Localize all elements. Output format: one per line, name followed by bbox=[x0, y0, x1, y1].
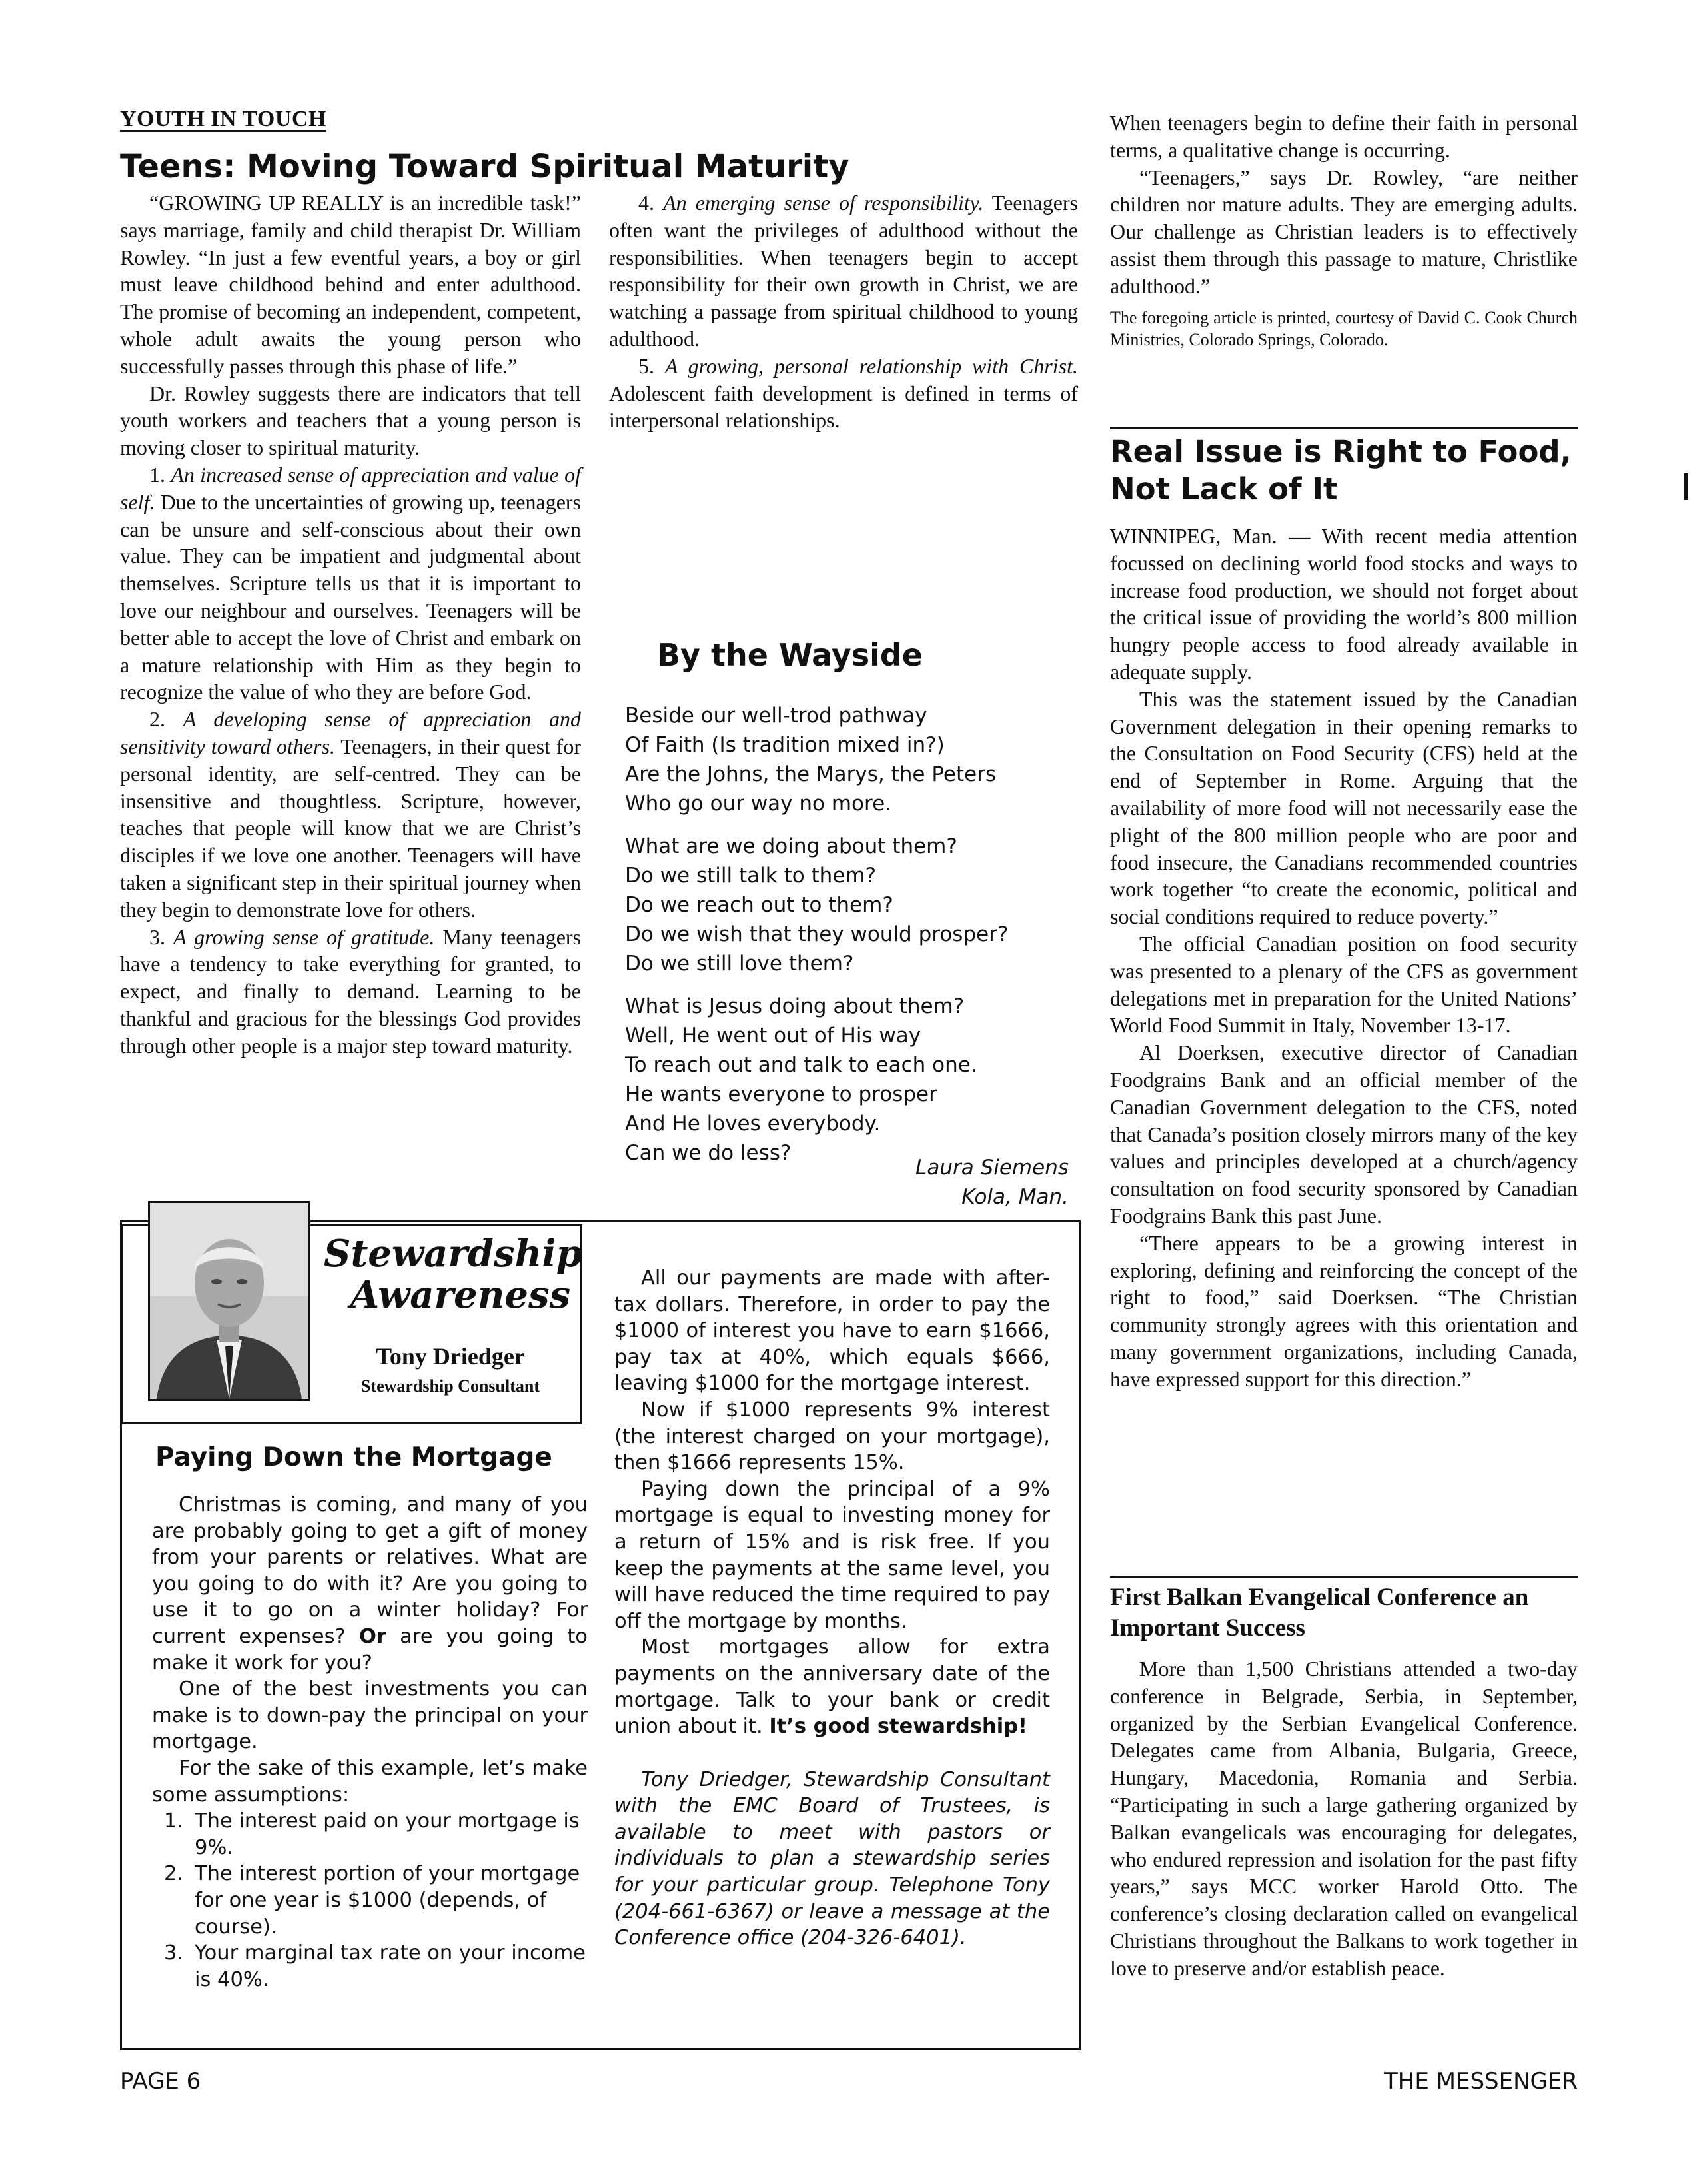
teens-point-4 bbox=[609, 189, 1078, 353]
assumption-number: 2. bbox=[164, 1862, 184, 1886]
teens-paragraph-2: Dr. Rowley suggests there are indicators that tell youth workers and teachers that a young person is moving closer to spiritual maturity. bbox=[120, 381, 581, 460]
stewardship-right-paragraph-2: Now if $1000 represents 9% interest (the interest charged on your mortgage), then $1666 represents 15%. bbox=[614, 1398, 1050, 1475]
stewardship-heading: Paying Down the Mortgage bbox=[155, 1442, 552, 1472]
poem-line: Can we do less? bbox=[625, 1141, 792, 1165]
point-text: Adolescent faith development is defined in terms of interpersonal relationships. bbox=[609, 381, 1078, 433]
poem-stanza-1 bbox=[625, 701, 1078, 818]
teens-paragraph-1: “GROWING UP REALLY is an incredible task!” says marriage, family and child therapist Dr. William Rowley. “In just a few eventful years, a boy or girl must leave childhood behind and enter adulthood. The promise of becoming an independent, competent, whole adult awaits the young person who successfully passes through this phase of life.” bbox=[120, 191, 581, 378]
poem-line: He wants everyone to prosper bbox=[625, 1082, 937, 1106]
point-number: 4. bbox=[638, 191, 654, 215]
food-paragraph-3: The official Canadian position on food security was presented to a plenary of the CFS as government delegations met in preparation for the United Nations’ World Food Summit in Italy, November 13-17. bbox=[1110, 931, 1578, 1038]
stewardship-title bbox=[324, 1232, 582, 1317]
assumption-item bbox=[152, 1808, 588, 1861]
point-number: 2. bbox=[149, 707, 165, 732]
poem-line: Do we still talk to them? bbox=[625, 864, 877, 888]
poem-line: To reach out and talk to each one. bbox=[625, 1053, 977, 1077]
point-text: Teenagers, in their quest for personal identity, are self-centred. They can be insensitive and thoughtless. Scripture, however, teaches that people will know that we are Christ’s disciples if we love one another. Teenagers will have taken a significant step in their spiritual journey when they begin to demonstrate love for others. bbox=[120, 734, 582, 922]
edge-mark bbox=[1684, 473, 1688, 500]
poem-stanza-3 bbox=[625, 992, 1078, 1168]
stewardship-left-paragraph-2: One of the best investments you can make is to down-pay the principal on your mortgage. bbox=[152, 1677, 588, 1754]
stewardship-title-line1: Stewardship bbox=[324, 1232, 582, 1276]
food-paragraph-2: This was the statement issued by the Canadian Government delegation in their opening remarks to the Consultation on Food Security (CFS) held at the end of September in Rome. Arguing that the availability of more food will not necessarily ease the plight of the 800 million people who are poor and food insecure, the Canadians recommended countries work together “to create the economic, political and social conditions required to reduce poverty.” bbox=[1110, 686, 1578, 929]
poem-line: Beside our well-trod pathway bbox=[625, 704, 927, 728]
poem-line: Do we wish that they would prosper? bbox=[625, 922, 1009, 946]
food-headline: Real Issue is Right to Food, Not Lack of It bbox=[1110, 434, 1572, 507]
teens-point-1 bbox=[120, 461, 581, 706]
teens-point-5 bbox=[609, 353, 1078, 434]
or-tail: are you going to make it work for you? bbox=[152, 1624, 588, 1675]
stewardship-bio: Tony Driedger, Stewardship Consultant with the EMC Board of Trustees, is available to meet with pastors or individuals to plan a stewardship series for your particular group. Telephone Tony (204-661-6367) or leave a message at the Conference office (204-326-6401). bbox=[614, 1767, 1050, 1950]
stewardship-right-text: Most mortgages allow for extra payments on the anniversary date of the mortgage. Talk to your bank or credit union about it. bbox=[614, 1636, 1050, 1739]
assumption-item bbox=[152, 1861, 588, 1940]
food-article-body bbox=[1110, 523, 1578, 1393]
poem-body bbox=[625, 701, 1078, 1181]
assumption-text: The interest paid on your mortgage is 9%. bbox=[195, 1809, 580, 1859]
teens-article-col3 bbox=[1110, 109, 1578, 351]
teens-article-col2 bbox=[609, 189, 1078, 434]
point-text: Teenagers often want the privileges of adulthood without the responsibilities. When teenagers begin to accept responsibility for their own growth in Christ, we are watching a passage from spiritual childhood to young adulthood. bbox=[609, 191, 1078, 351]
good-stewardship-emphasis: It’s good stewardship! bbox=[769, 1715, 1027, 1739]
poem-line: Who go our way no more. bbox=[625, 792, 892, 816]
point-title: An increased sense of appreciation and value of self. bbox=[120, 462, 581, 514]
consultant-name: Tony Driedger bbox=[376, 1343, 525, 1370]
stewardship-left-paragraph-1 bbox=[152, 1492, 588, 1676]
portrait-photo bbox=[148, 1201, 310, 1401]
teens-conclusion-2: “Teenagers,” says Dr. Rowley, “are neither children nor mature adults. They are emerging adults. Our challenge as Christian leaders is to effectively assist them through this passage to mature, Christlike adulthood.” bbox=[1110, 165, 1578, 298]
assumption-text: Your marginal tax rate on your income is 40%. bbox=[195, 1941, 586, 1991]
point-number: 5. bbox=[638, 353, 654, 378]
point-number: 1. bbox=[149, 462, 165, 487]
point-text: Due to the uncertainties of growing up, teenagers can be unsure and self-conscious about their own value. They can be impatient and judgmental about themselves. Scripture tells us that it is important to love our neighbour and ourselves. Teenagers will be better able to accept the love of Christ and embark on a mature relationship with Him as they begin to recognize the value of who they are before God. bbox=[120, 489, 582, 704]
assumption-number: 3. bbox=[164, 1941, 184, 1965]
stewardship-left-paragraph-3: For the sake of this example, let’s make some assumptions: bbox=[152, 1756, 588, 1807]
food-paragraph-1: WINNIPEG, Man. — With recent media attention focussed on declining world food stocks and ways to increase food production, we should not forget about the critical issue of providing the world’s 800 million hungry people access to food already available in adequate supply. bbox=[1110, 524, 1578, 684]
balkan-headline: First Balkan Evangelical Conference an Important Success bbox=[1110, 1584, 1529, 1641]
poem-title: By the Wayside bbox=[657, 637, 923, 673]
point-text: Many teenagers have a tendency to take everything for granted, to expect, and finally to demand. Learning to be thankful and gracious for the blessings God provides through other people is a major step toward maturity. bbox=[120, 924, 582, 1058]
assumption-item bbox=[152, 1940, 588, 1993]
consultant-role: Stewardship Consultant bbox=[360, 1376, 540, 1396]
teens-article-col1 bbox=[120, 189, 581, 1060]
teens-point-2 bbox=[120, 706, 581, 923]
poem-author bbox=[800, 1153, 1069, 1212]
poem-line: What are we doing about them? bbox=[625, 834, 957, 858]
food-paragraph-4: Al Doerksen, executive director of Canadian Foodgrains Bank and an official member of the Canadian Government delegation to the CFS, noted that Canada’s position closely mirrors many of the key values and principles developed at a church/agency consultation on food security sponsored by Canadian Foodgrains Bank this past June. bbox=[1110, 1040, 1578, 1228]
food-paragraph-5: “There appears to be a growing interest in exploring, defining and reinforcing the concept of the right to food,” said Doerksen. “The Christian community strongly agrees with this orientation and many government organizations, including Canada, have expressed support for this direction.” bbox=[1110, 1230, 1578, 1391]
page-number: PAGE 6 bbox=[120, 2068, 201, 2095]
stewardship-right-paragraph-1: All our payments are made with after-tax dollars. Therefore, in order to pay the $1000 of interest you have to earn $1666, pay tax at 40%, which equals $666, leaving $1000 for the mortgage interest. bbox=[614, 1266, 1050, 1396]
point-title: A growing sense of gratitude. bbox=[173, 924, 435, 949]
or-emphasis: Or bbox=[358, 1624, 386, 1648]
poem-stanza-2 bbox=[625, 832, 1078, 978]
portrait-photo-icon bbox=[150, 1203, 308, 1399]
poem-line: Are the Johns, the Marys, the Peters bbox=[625, 762, 997, 786]
main-headline: Teens: Moving Toward Spiritual Maturity bbox=[120, 148, 849, 185]
section-label: YOUTH IN TOUCH bbox=[120, 107, 326, 131]
stewardship-left-text: Christmas is coming, and many of you are probably going to get a gift of money from your parents or relatives. What are you going to do with it? Are you going to use it to go on a winter holiday? For current expenses? bbox=[152, 1493, 588, 1648]
point-number: 3. bbox=[149, 924, 165, 949]
stewardship-title-line2: Awareness bbox=[350, 1273, 571, 1317]
assumption-text: The interest portion of your mortgage for one year is $1000 (depends, of course). bbox=[195, 1862, 580, 1939]
poem-line: Of Faith (Is tradition mixed in?) bbox=[625, 733, 945, 757]
point-title: An emerging sense of responsibility. bbox=[663, 191, 984, 215]
poem-line: And He loves everybody. bbox=[625, 1112, 881, 1136]
poem-line: Do we still love them? bbox=[625, 952, 854, 976]
teens-conclusion-1: When teenagers begin to define their faith in personal terms, a qualitative change is occurring. bbox=[1110, 111, 1578, 162]
point-title: A growing, personal relationship with Christ. bbox=[664, 353, 1079, 378]
teens-point-3 bbox=[120, 924, 581, 1060]
divider-rule bbox=[1110, 427, 1578, 429]
poem-line: Do we reach out to them? bbox=[625, 893, 893, 917]
teens-credit: The foregoing article is printed, courtesy of David C. Cook Church Ministries, Colorado Springs, Colorado. bbox=[1110, 307, 1578, 349]
assumptions-list bbox=[152, 1808, 588, 1993]
poem-line: Well, He went out of His way bbox=[625, 1024, 921, 1048]
poem-author-name: Laura Siemens bbox=[915, 1156, 1069, 1180]
poem-author-place: Kola, Man. bbox=[961, 1185, 1069, 1209]
assumption-number: 1. bbox=[164, 1809, 184, 1833]
publication-name: THE MESSENGER bbox=[1384, 2068, 1578, 2095]
point-title: A developing sense of appreciation and sensitivity toward others. bbox=[120, 707, 582, 758]
stewardship-right-paragraph-3: Paying down the principal of a 9% mortgage is equal to investing money for a return of 15% and is risk free. If you keep the payments at the same level, you will have reduced the time required to pay off the mortgage by months. bbox=[614, 1477, 1050, 1633]
balkan-paragraph-1: More than 1,500 Christians attended a two-day conference in Belgrade, Serbia, in September, organized by the Serbian Evangelical Conference. Delegates came from Albania, Bulgaria, Greece, Hungary, Macedonia, Romania and Serbia. “Participating in such a large gathering organized by Balkan evangelicals was encouraging for delegates, who endured repression and isolation for the past fifty years,” says MCC worker Harold Otto. The conference’s closing declaration called on evangelical Christians throughout the Balkans to work together in love to preserve and/or establish peace. bbox=[1110, 1657, 1578, 1980]
balkan-article-body bbox=[1110, 1655, 1578, 1982]
stewardship-right-paragraph-4 bbox=[614, 1634, 1050, 1739]
stewardship-right-col bbox=[614, 1265, 1050, 1951]
poem-line: What is Jesus doing about them? bbox=[625, 994, 965, 1018]
stewardship-left-col bbox=[152, 1492, 588, 1993]
divider-rule bbox=[1110, 1576, 1578, 1578]
